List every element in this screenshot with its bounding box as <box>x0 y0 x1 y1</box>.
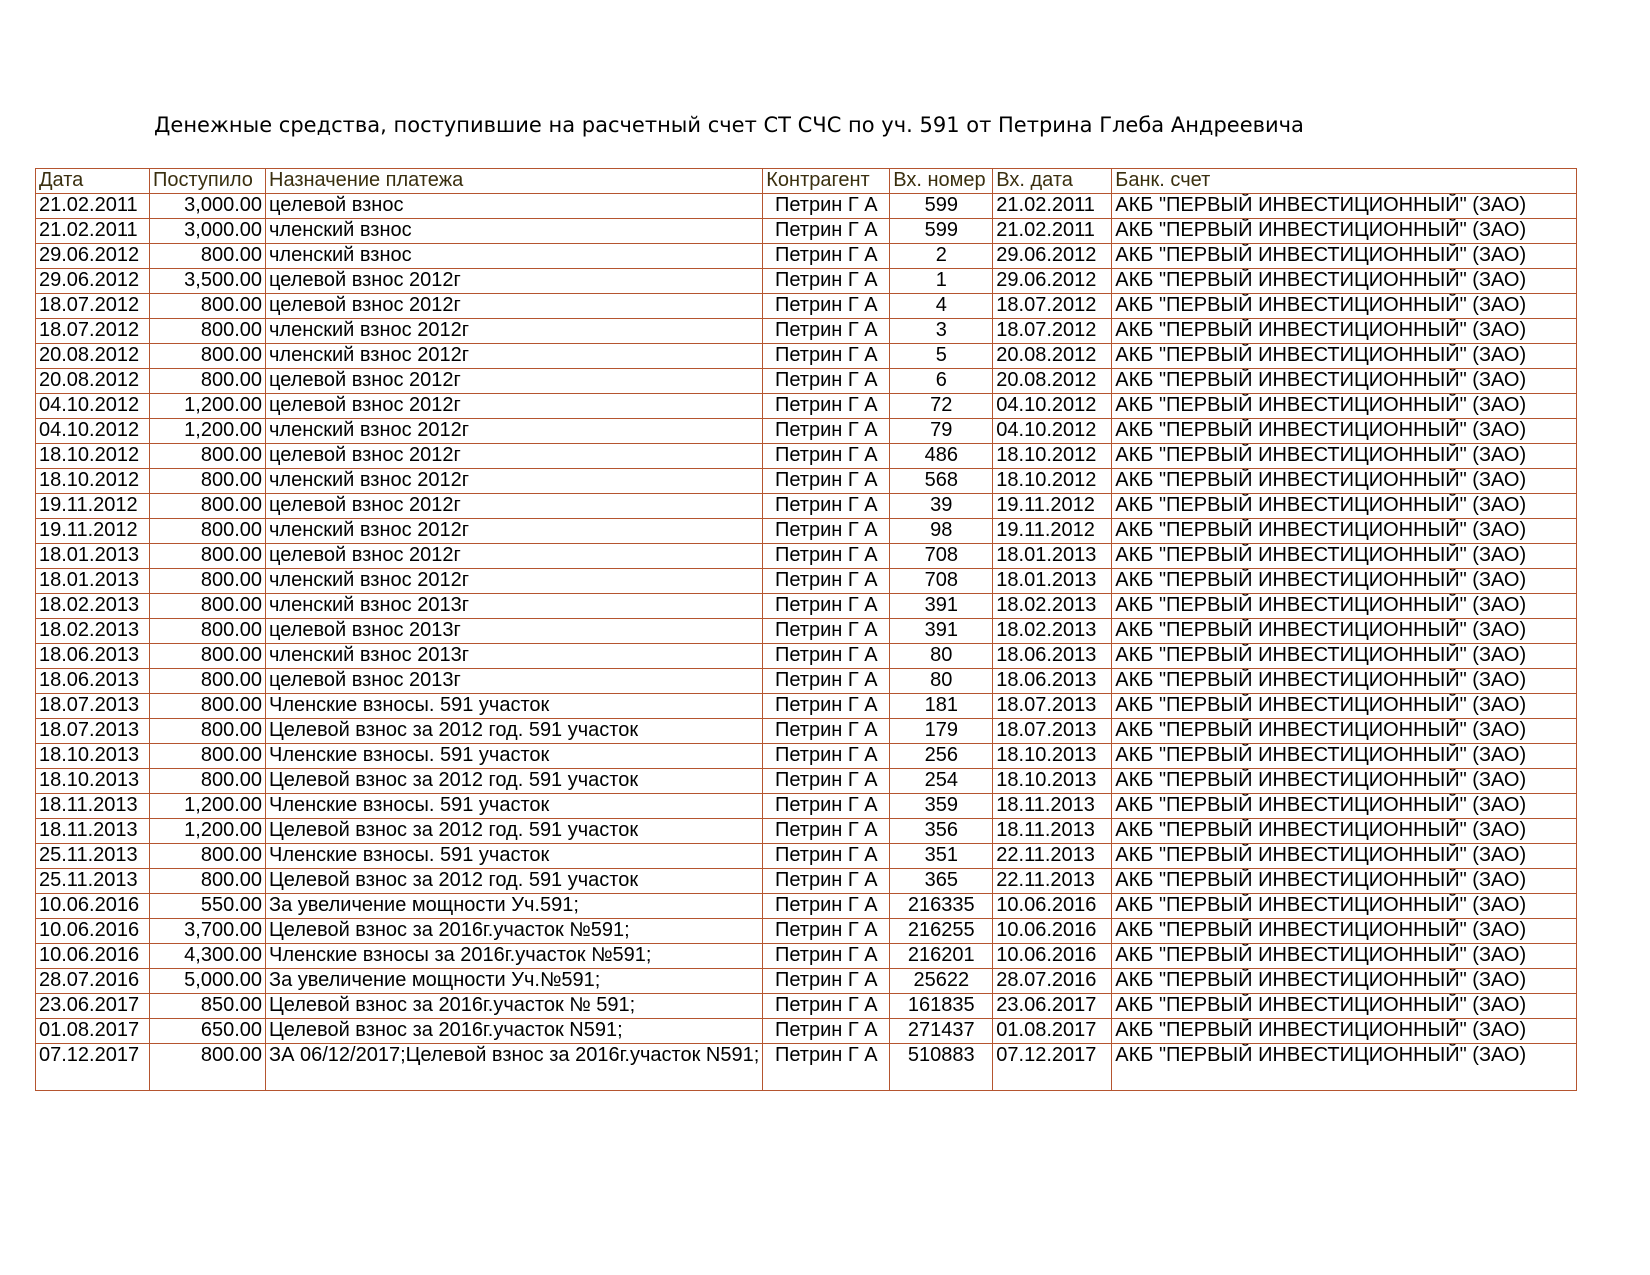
cell-amount: 800.00 <box>150 1044 266 1091</box>
cell-purpose: За увеличение мощности Уч.591; <box>266 894 763 919</box>
cell-incoming-number: 98 <box>890 519 993 544</box>
cell-amount: 3,700.00 <box>150 919 266 944</box>
cell-counterparty: Петрин Г А <box>763 569 890 594</box>
table-row <box>36 869 1577 894</box>
cell-incoming-date: 28.07.2016 <box>993 969 1112 994</box>
cell-purpose: членский взнос 2012г <box>266 569 763 594</box>
cell-counterparty: Петрин Г А <box>763 769 890 794</box>
cell-bank-account: АКБ "ПЕРВЫЙ ИНВЕСТИЦИОННЫЙ" (ЗАО) <box>1112 294 1577 319</box>
cell-counterparty: Петрин Г А <box>763 744 890 769</box>
cell-date: 19.11.2012 <box>36 519 150 544</box>
cell-incoming-date: 19.11.2012 <box>993 494 1112 519</box>
cell-amount: 800.00 <box>150 319 266 344</box>
cell-date: 10.06.2016 <box>36 919 150 944</box>
column-header-bank-account: Банк. счет <box>1112 169 1577 194</box>
table-row <box>36 794 1577 819</box>
cell-amount: 800.00 <box>150 544 266 569</box>
cell-amount: 800.00 <box>150 444 266 469</box>
column-header-incoming-number: Вх. номер <box>890 169 993 194</box>
cell-counterparty: Петрин Г А <box>763 419 890 444</box>
cell-incoming-number: 80 <box>890 669 993 694</box>
cell-purpose: целевой взнос 2012г <box>266 394 763 419</box>
column-header-counterparty: Контрагент <box>763 169 890 194</box>
cell-date: 04.10.2012 <box>36 394 150 419</box>
cell-date: 23.06.2017 <box>36 994 150 1019</box>
table-row <box>36 769 1577 794</box>
cell-incoming-date: 20.08.2012 <box>993 344 1112 369</box>
cell-date: 29.06.2012 <box>36 244 150 269</box>
cell-amount: 800.00 <box>150 519 266 544</box>
cell-date: 21.02.2011 <box>36 219 150 244</box>
cell-purpose: целевой взнос 2012г <box>266 544 763 569</box>
cell-amount: 550.00 <box>150 894 266 919</box>
cell-incoming-date: 18.06.2013 <box>993 644 1112 669</box>
cell-amount: 800.00 <box>150 569 266 594</box>
cell-purpose: Целевой взнос за 2016г.участок №591; <box>266 919 763 944</box>
page-title: Денежные средства, поступившие на расчетный счет СТ СЧС по уч. 591 от Петрина Глеба Андреевича <box>154 113 1304 137</box>
cell-incoming-date: 18.07.2012 <box>993 319 1112 344</box>
cell-incoming-number: 708 <box>890 544 993 569</box>
cell-bank-account: АКБ "ПЕРВЫЙ ИНВЕСТИЦИОННЫЙ" (ЗАО) <box>1112 794 1577 819</box>
cell-incoming-date: 10.06.2016 <box>993 944 1112 969</box>
cell-bank-account: АКБ "ПЕРВЫЙ ИНВЕСТИЦИОННЫЙ" (ЗАО) <box>1112 969 1577 994</box>
cell-amount: 800.00 <box>150 294 266 319</box>
cell-incoming-number: 216255 <box>890 919 993 944</box>
cell-bank-account: АКБ "ПЕРВЫЙ ИНВЕСТИЦИОННЫЙ" (ЗАО) <box>1112 594 1577 619</box>
table-row <box>36 194 1577 219</box>
cell-bank-account: АКБ "ПЕРВЫЙ ИНВЕСТИЦИОННЫЙ" (ЗАО) <box>1112 994 1577 1019</box>
cell-incoming-date: 18.11.2013 <box>993 794 1112 819</box>
table-row <box>36 844 1577 869</box>
cell-date: 20.08.2012 <box>36 344 150 369</box>
cell-bank-account: АКБ "ПЕРВЫЙ ИНВЕСТИЦИОННЫЙ" (ЗАО) <box>1112 619 1577 644</box>
cell-incoming-number: 216201 <box>890 944 993 969</box>
cell-bank-account: АКБ "ПЕРВЫЙ ИНВЕСТИЦИОННЫЙ" (ЗАО) <box>1112 819 1577 844</box>
table-row <box>36 619 1577 644</box>
cell-amount: 800.00 <box>150 744 266 769</box>
cell-amount: 1,200.00 <box>150 394 266 419</box>
cell-amount: 800.00 <box>150 369 266 394</box>
cell-counterparty: Петрин Г А <box>763 944 890 969</box>
cell-date: 25.11.2013 <box>36 869 150 894</box>
cell-counterparty: Петрин Г А <box>763 819 890 844</box>
cell-incoming-number: 4 <box>890 294 993 319</box>
cell-counterparty: Петрин Г А <box>763 644 890 669</box>
cell-date: 18.10.2012 <box>36 469 150 494</box>
cell-bank-account: АКБ "ПЕРВЫЙ ИНВЕСТИЦИОННЫЙ" (ЗАО) <box>1112 769 1577 794</box>
cell-incoming-date: 18.01.2013 <box>993 544 1112 569</box>
cell-date: 04.10.2012 <box>36 419 150 444</box>
cell-incoming-number: 486 <box>890 444 993 469</box>
cell-date: 18.07.2012 <box>36 319 150 344</box>
cell-counterparty: Петрин Г А <box>763 344 890 369</box>
cell-amount: 650.00 <box>150 1019 266 1044</box>
cell-incoming-date: 22.11.2013 <box>993 844 1112 869</box>
cell-counterparty: Петрин Г А <box>763 219 890 244</box>
cell-amount: 4,300.00 <box>150 944 266 969</box>
table-header-row <box>36 169 1577 194</box>
cell-incoming-number: 365 <box>890 869 993 894</box>
cell-purpose: Членские взносы за 2016г.участок №591; <box>266 944 763 969</box>
table-row <box>36 294 1577 319</box>
cell-purpose: членский взнос 2013г <box>266 594 763 619</box>
cell-amount: 800.00 <box>150 669 266 694</box>
cell-incoming-date: 18.06.2013 <box>993 669 1112 694</box>
table-row <box>36 669 1577 694</box>
cell-amount: 3,000.00 <box>150 194 266 219</box>
cell-incoming-date: 23.06.2017 <box>993 994 1112 1019</box>
cell-purpose: Членские взносы. 591 участок <box>266 744 763 769</box>
table-row <box>36 569 1577 594</box>
cell-date: 18.11.2013 <box>36 794 150 819</box>
table-row <box>36 269 1577 294</box>
table-row <box>36 644 1577 669</box>
table-row <box>36 919 1577 944</box>
table-row <box>36 519 1577 544</box>
cell-incoming-date: 18.02.2013 <box>993 594 1112 619</box>
cell-incoming-number: 599 <box>890 194 993 219</box>
cell-purpose: Целевой взнос за 2012 год. 591 участок <box>266 769 763 794</box>
cell-purpose: членский взнос 2013г <box>266 644 763 669</box>
cell-incoming-number: 351 <box>890 844 993 869</box>
cell-purpose: членский взнос <box>266 219 763 244</box>
cell-bank-account: АКБ "ПЕРВЫЙ ИНВЕСТИЦИОННЫЙ" (ЗАО) <box>1112 219 1577 244</box>
table-row <box>36 969 1577 994</box>
cell-counterparty: Петрин Г А <box>763 719 890 744</box>
cell-purpose: Членские взносы. 591 участок <box>266 844 763 869</box>
cell-amount: 800.00 <box>150 469 266 494</box>
cell-amount: 5,000.00 <box>150 969 266 994</box>
cell-incoming-number: 179 <box>890 719 993 744</box>
cell-amount: 1,200.00 <box>150 794 266 819</box>
cell-bank-account: АКБ "ПЕРВЫЙ ИНВЕСТИЦИОННЫЙ" (ЗАО) <box>1112 694 1577 719</box>
cell-bank-account: АКБ "ПЕРВЫЙ ИНВЕСТИЦИОННЫЙ" (ЗАО) <box>1112 844 1577 869</box>
cell-bank-account: АКБ "ПЕРВЫЙ ИНВЕСТИЦИОННЫЙ" (ЗАО) <box>1112 319 1577 344</box>
cell-counterparty: Петрин Г А <box>763 494 890 519</box>
cell-bank-account: АКБ "ПЕРВЫЙ ИНВЕСТИЦИОННЫЙ" (ЗАО) <box>1112 869 1577 894</box>
cell-amount: 3,000.00 <box>150 219 266 244</box>
cell-amount: 800.00 <box>150 694 266 719</box>
cell-date: 18.10.2013 <box>36 769 150 794</box>
cell-amount: 1,200.00 <box>150 419 266 444</box>
cell-incoming-date: 07.12.2017 <box>993 1044 1112 1091</box>
cell-date: 07.12.2017 <box>36 1044 150 1091</box>
cell-amount: 800.00 <box>150 619 266 644</box>
cell-date: 18.10.2013 <box>36 744 150 769</box>
table-row <box>36 494 1577 519</box>
cell-incoming-number: 2 <box>890 244 993 269</box>
payments-table <box>35 168 1577 1091</box>
cell-date: 10.06.2016 <box>36 894 150 919</box>
table-body <box>36 194 1577 1091</box>
cell-counterparty: Петрин Г А <box>763 669 890 694</box>
table-row <box>36 594 1577 619</box>
cell-bank-account: АКБ "ПЕРВЫЙ ИНВЕСТИЦИОННЫЙ" (ЗАО) <box>1112 719 1577 744</box>
cell-bank-account: АКБ "ПЕРВЫЙ ИНВЕСТИЦИОННЫЙ" (ЗАО) <box>1112 469 1577 494</box>
column-header-date: Дата <box>36 169 150 194</box>
table-row <box>36 444 1577 469</box>
cell-incoming-number: 181 <box>890 694 993 719</box>
cell-amount: 800.00 <box>150 644 266 669</box>
cell-bank-account: АКБ "ПЕРВЫЙ ИНВЕСТИЦИОННЫЙ" (ЗАО) <box>1112 269 1577 294</box>
cell-incoming-number: 39 <box>890 494 993 519</box>
cell-purpose: Членские взносы. 591 участок <box>266 794 763 819</box>
cell-purpose: членский взнос 2012г <box>266 344 763 369</box>
table-row <box>36 1044 1577 1091</box>
cell-incoming-date: 18.07.2013 <box>993 719 1112 744</box>
cell-date: 18.07.2013 <box>36 719 150 744</box>
cell-incoming-number: 3 <box>890 319 993 344</box>
cell-purpose: целевой взнос 2012г <box>266 444 763 469</box>
column-header-purpose: Назначение платежа <box>266 169 763 194</box>
cell-incoming-date: 21.02.2011 <box>993 194 1112 219</box>
column-header-amount: Поступило <box>150 169 266 194</box>
cell-incoming-number: 216335 <box>890 894 993 919</box>
table-row <box>36 319 1577 344</box>
cell-bank-account: АКБ "ПЕРВЫЙ ИНВЕСТИЦИОННЫЙ" (ЗАО) <box>1112 1044 1577 1091</box>
table-row <box>36 694 1577 719</box>
cell-purpose: членский взнос 2012г <box>266 419 763 444</box>
cell-purpose: Целевой взнос за 2012 год. 591 участок <box>266 719 763 744</box>
cell-purpose: членский взнос <box>266 244 763 269</box>
cell-incoming-number: 599 <box>890 219 993 244</box>
cell-bank-account: АКБ "ПЕРВЫЙ ИНВЕСТИЦИОННЫЙ" (ЗАО) <box>1112 1019 1577 1044</box>
cell-incoming-date: 18.11.2013 <box>993 819 1112 844</box>
cell-purpose: целевой взнос 2012г <box>266 269 763 294</box>
cell-counterparty: Петрин Г А <box>763 619 890 644</box>
cell-bank-account: АКБ "ПЕРВЫЙ ИНВЕСТИЦИОННЫЙ" (ЗАО) <box>1112 344 1577 369</box>
cell-amount: 800.00 <box>150 769 266 794</box>
cell-bank-account: АКБ "ПЕРВЫЙ ИНВЕСТИЦИОННЫЙ" (ЗАО) <box>1112 444 1577 469</box>
cell-purpose: членский взнос 2012г <box>266 469 763 494</box>
cell-date: 21.02.2011 <box>36 194 150 219</box>
cell-date: 18.01.2013 <box>36 569 150 594</box>
cell-counterparty: Петрин Г А <box>763 694 890 719</box>
cell-incoming-number: 708 <box>890 569 993 594</box>
cell-date: 29.06.2012 <box>36 269 150 294</box>
table-row <box>36 944 1577 969</box>
table-row <box>36 744 1577 769</box>
cell-purpose: целевой взнос 2013г <box>266 669 763 694</box>
cell-incoming-date: 29.06.2012 <box>993 244 1112 269</box>
cell-counterparty: Петрин Г А <box>763 444 890 469</box>
cell-purpose: целевой взнос 2012г <box>266 369 763 394</box>
cell-date: 01.08.2017 <box>36 1019 150 1044</box>
cell-bank-account: АКБ "ПЕРВЫЙ ИНВЕСТИЦИОННЫЙ" (ЗАО) <box>1112 569 1577 594</box>
cell-bank-account: АКБ "ПЕРВЫЙ ИНВЕСТИЦИОННЫЙ" (ЗАО) <box>1112 244 1577 269</box>
cell-incoming-date: 18.10.2013 <box>993 769 1112 794</box>
table-row <box>36 994 1577 1019</box>
cell-counterparty: Петрин Г А <box>763 594 890 619</box>
cell-date: 18.02.2013 <box>36 594 150 619</box>
table-row <box>36 244 1577 269</box>
cell-counterparty: Петрин Г А <box>763 319 890 344</box>
cell-incoming-date: 18.02.2013 <box>993 619 1112 644</box>
cell-incoming-date: 29.06.2012 <box>993 269 1112 294</box>
cell-bank-account: АКБ "ПЕРВЫЙ ИНВЕСТИЦИОННЫЙ" (ЗАО) <box>1112 394 1577 419</box>
cell-incoming-number: 359 <box>890 794 993 819</box>
table-row <box>36 219 1577 244</box>
cell-incoming-date: 20.08.2012 <box>993 369 1112 394</box>
cell-incoming-number: 391 <box>890 619 993 644</box>
table-row <box>36 1019 1577 1044</box>
cell-counterparty: Петрин Г А <box>763 394 890 419</box>
cell-date: 18.02.2013 <box>36 619 150 644</box>
table-row <box>36 344 1577 369</box>
table-row <box>36 394 1577 419</box>
cell-bank-account: АКБ "ПЕРВЫЙ ИНВЕСТИЦИОННЫЙ" (ЗАО) <box>1112 519 1577 544</box>
cell-purpose: Целевой взнос за 2012 год. 591 участок <box>266 819 763 844</box>
cell-counterparty: Петрин Г А <box>763 894 890 919</box>
cell-counterparty: Петрин Г А <box>763 469 890 494</box>
table-row <box>36 369 1577 394</box>
cell-purpose: Целевой взнос за 2016г.участок N591; <box>266 1019 763 1044</box>
cell-incoming-number: 6 <box>890 369 993 394</box>
cell-bank-account: АКБ "ПЕРВЫЙ ИНВЕСТИЦИОННЫЙ" (ЗАО) <box>1112 419 1577 444</box>
cell-counterparty: Петрин Г А <box>763 1044 890 1091</box>
cell-purpose: За увеличение мощности Уч.№591; <box>266 969 763 994</box>
cell-amount: 850.00 <box>150 994 266 1019</box>
cell-incoming-number: 5 <box>890 344 993 369</box>
cell-incoming-number: 391 <box>890 594 993 619</box>
cell-bank-account: АКБ "ПЕРВЫЙ ИНВЕСТИЦИОННЫЙ" (ЗАО) <box>1112 919 1577 944</box>
cell-bank-account: АКБ "ПЕРВЫЙ ИНВЕСТИЦИОННЫЙ" (ЗАО) <box>1112 194 1577 219</box>
column-header-incoming-date: Вх. дата <box>993 169 1112 194</box>
cell-incoming-date: 04.10.2012 <box>993 394 1112 419</box>
cell-incoming-number: 256 <box>890 744 993 769</box>
cell-incoming-number: 271437 <box>890 1019 993 1044</box>
cell-date: 18.11.2013 <box>36 819 150 844</box>
cell-counterparty: Петрин Г А <box>763 544 890 569</box>
cell-incoming-number: 510883 <box>890 1044 993 1091</box>
cell-incoming-number: 161835 <box>890 994 993 1019</box>
cell-amount: 800.00 <box>150 244 266 269</box>
cell-date: 20.08.2012 <box>36 369 150 394</box>
cell-bank-account: АКБ "ПЕРВЫЙ ИНВЕСТИЦИОННЫЙ" (ЗАО) <box>1112 369 1577 394</box>
cell-bank-account: АКБ "ПЕРВЫЙ ИНВЕСТИЦИОННЫЙ" (ЗАО) <box>1112 744 1577 769</box>
cell-amount: 800.00 <box>150 594 266 619</box>
cell-counterparty: Петрин Г А <box>763 244 890 269</box>
cell-amount: 800.00 <box>150 494 266 519</box>
cell-amount: 1,200.00 <box>150 819 266 844</box>
cell-purpose: Целевой взнос за 2016г.участок № 591; <box>266 994 763 1019</box>
cell-incoming-date: 18.10.2012 <box>993 444 1112 469</box>
cell-incoming-number: 72 <box>890 394 993 419</box>
cell-purpose: целевой взнос <box>266 194 763 219</box>
cell-incoming-date: 22.11.2013 <box>993 869 1112 894</box>
cell-date: 19.11.2012 <box>36 494 150 519</box>
cell-counterparty: Петрин Г А <box>763 369 890 394</box>
cell-bank-account: АКБ "ПЕРВЫЙ ИНВЕСТИЦИОННЫЙ" (ЗАО) <box>1112 494 1577 519</box>
table-row <box>36 719 1577 744</box>
cell-amount: 800.00 <box>150 719 266 744</box>
cell-purpose: членский взнос 2012г <box>266 519 763 544</box>
cell-amount: 800.00 <box>150 344 266 369</box>
cell-incoming-date: 18.10.2013 <box>993 744 1112 769</box>
cell-amount: 3,500.00 <box>150 269 266 294</box>
cell-date: 18.07.2012 <box>36 294 150 319</box>
cell-bank-account: АКБ "ПЕРВЫЙ ИНВЕСТИЦИОННЫЙ" (ЗАО) <box>1112 644 1577 669</box>
cell-incoming-number: 25622 <box>890 969 993 994</box>
cell-counterparty: Петрин Г А <box>763 294 890 319</box>
cell-counterparty: Петрин Г А <box>763 794 890 819</box>
cell-incoming-number: 80 <box>890 644 993 669</box>
cell-incoming-date: 18.01.2013 <box>993 569 1112 594</box>
table-row <box>36 419 1577 444</box>
cell-date: 18.07.2013 <box>36 694 150 719</box>
cell-counterparty: Петрин Г А <box>763 919 890 944</box>
cell-purpose: членский взнос 2012г <box>266 319 763 344</box>
cell-incoming-date: 21.02.2011 <box>993 219 1112 244</box>
cell-incoming-number: 568 <box>890 469 993 494</box>
cell-bank-account: АКБ "ПЕРВЫЙ ИНВЕСТИЦИОННЫЙ" (ЗАО) <box>1112 894 1577 919</box>
cell-date: 18.01.2013 <box>36 544 150 569</box>
cell-counterparty: Петрин Г А <box>763 519 890 544</box>
cell-amount: 800.00 <box>150 869 266 894</box>
cell-purpose: Целевой взнос за 2012 год. 591 участок <box>266 869 763 894</box>
cell-counterparty: Петрин Г А <box>763 194 890 219</box>
table-row <box>36 469 1577 494</box>
cell-incoming-date: 19.11.2012 <box>993 519 1112 544</box>
cell-incoming-date: 10.06.2016 <box>993 919 1112 944</box>
cell-incoming-number: 79 <box>890 419 993 444</box>
table-row <box>36 544 1577 569</box>
cell-counterparty: Петрин Г А <box>763 1019 890 1044</box>
cell-amount: 800.00 <box>150 844 266 869</box>
cell-incoming-date: 10.06.2016 <box>993 894 1112 919</box>
cell-purpose: Членские взносы. 591 участок <box>266 694 763 719</box>
cell-date: 18.06.2013 <box>36 669 150 694</box>
table-row <box>36 894 1577 919</box>
cell-incoming-number: 356 <box>890 819 993 844</box>
cell-purpose: ЗА 06/12/2017;Целевой взнос за 2016г.участок N591; <box>266 1044 763 1091</box>
cell-purpose: целевой взнос 2013г <box>266 619 763 644</box>
cell-date: 18.06.2013 <box>36 644 150 669</box>
cell-bank-account: АКБ "ПЕРВЫЙ ИНВЕСТИЦИОННЫЙ" (ЗАО) <box>1112 944 1577 969</box>
cell-date: 28.07.2016 <box>36 969 150 994</box>
cell-counterparty: Петрин Г А <box>763 844 890 869</box>
cell-bank-account: АКБ "ПЕРВЫЙ ИНВЕСТИЦИОННЫЙ" (ЗАО) <box>1112 544 1577 569</box>
cell-incoming-number: 1 <box>890 269 993 294</box>
cell-incoming-date: 04.10.2012 <box>993 419 1112 444</box>
cell-incoming-number: 254 <box>890 769 993 794</box>
table-row <box>36 819 1577 844</box>
cell-bank-account: АКБ "ПЕРВЫЙ ИНВЕСТИЦИОННЫЙ" (ЗАО) <box>1112 669 1577 694</box>
cell-purpose: целевой взнос 2012г <box>266 294 763 319</box>
cell-counterparty: Петрин Г А <box>763 994 890 1019</box>
cell-counterparty: Петрин Г А <box>763 969 890 994</box>
cell-date: 25.11.2013 <box>36 844 150 869</box>
cell-incoming-date: 18.10.2012 <box>993 469 1112 494</box>
cell-date: 18.10.2012 <box>36 444 150 469</box>
cell-incoming-date: 01.08.2017 <box>993 1019 1112 1044</box>
cell-incoming-date: 18.07.2012 <box>993 294 1112 319</box>
cell-incoming-date: 18.07.2013 <box>993 694 1112 719</box>
cell-date: 10.06.2016 <box>36 944 150 969</box>
cell-counterparty: Петрин Г А <box>763 269 890 294</box>
cell-purpose: целевой взнос 2012г <box>266 494 763 519</box>
cell-counterparty: Петрин Г А <box>763 869 890 894</box>
